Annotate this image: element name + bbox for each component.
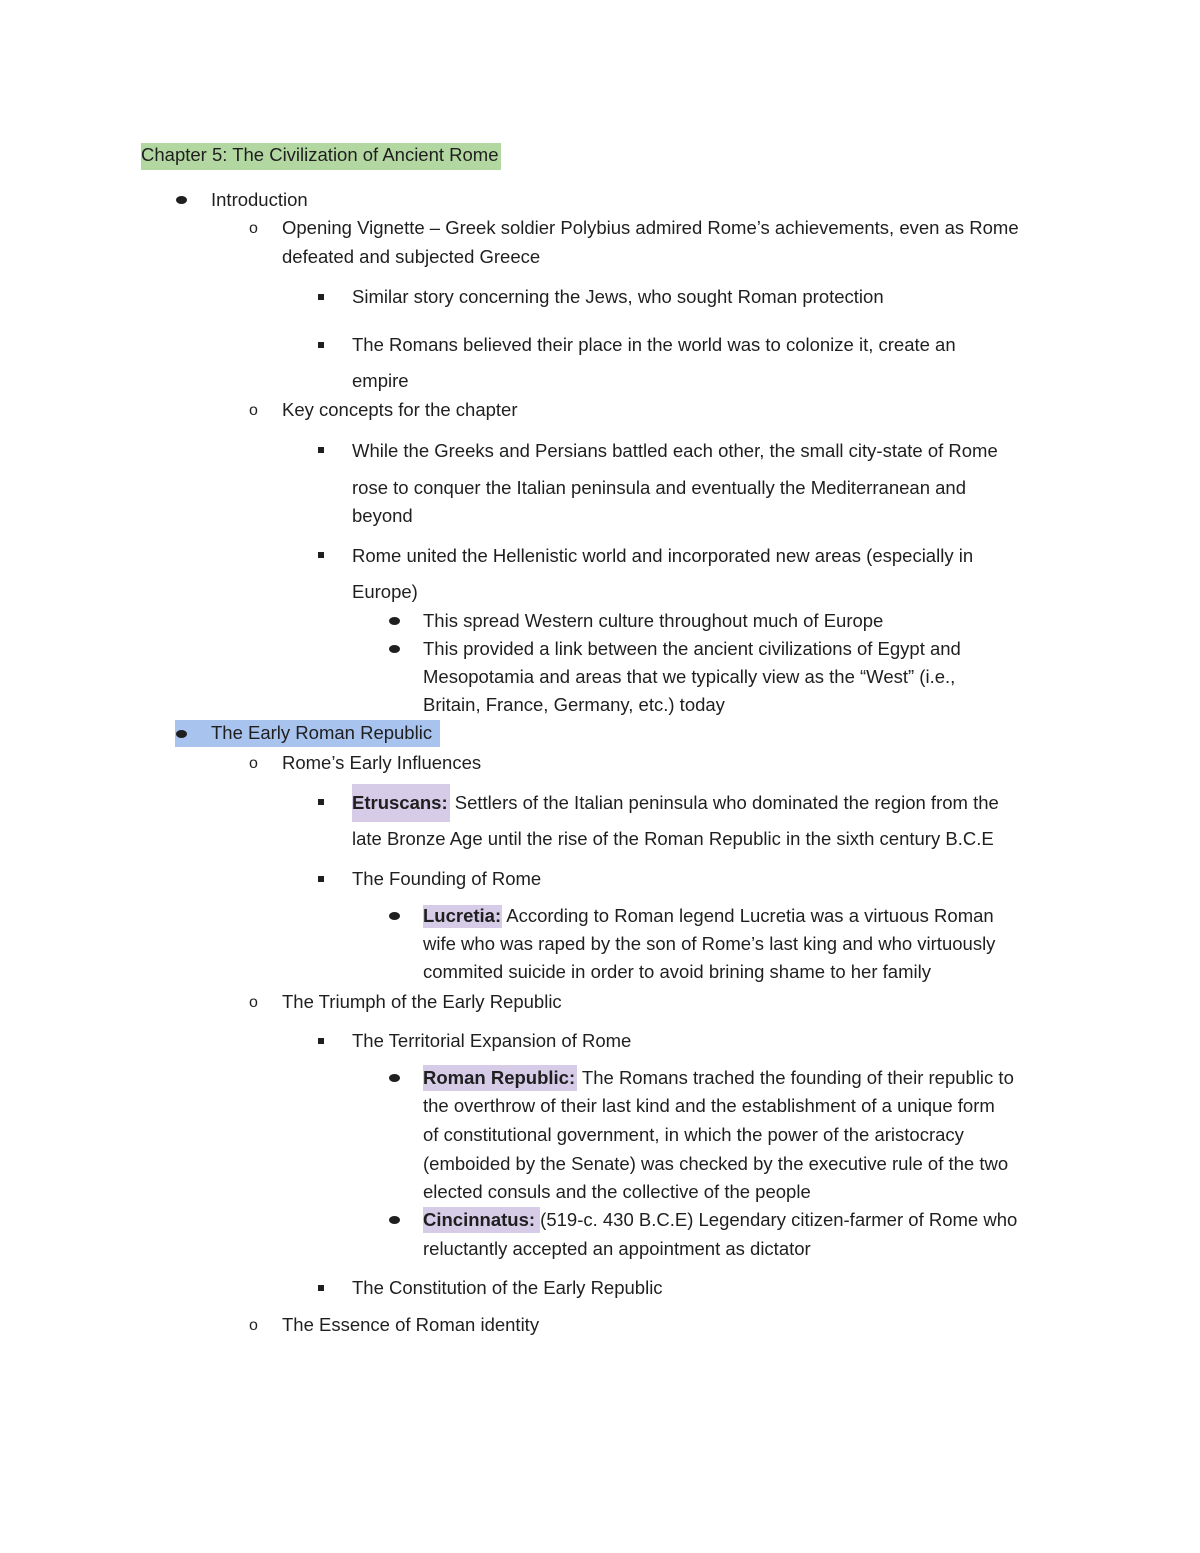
jews-item: Similar story concerning the Jews, who sought Roman protection: [352, 286, 884, 307]
cincinnatus-definition: (519-c. 430 B.C.E) Legendary citizen-farmer of Rome who: [540, 1209, 1018, 1230]
lucretia-line-2: wife who was raped by the son of Rome’s last king and who virtuously: [423, 933, 996, 954]
roman-republic-line-1: [423, 1066, 1014, 1090]
founding-of-rome: The Founding of Rome: [352, 868, 542, 889]
link-line-3: Britain, France, Germany, etc.) today: [423, 694, 725, 715]
cincinnatus-line-1: [423, 1208, 1017, 1232]
etruscans-term: Etruscans:: [352, 784, 450, 822]
united-line-2: Europe): [352, 581, 418, 602]
section-early-republic: The Early Roman Republic: [211, 722, 433, 743]
bullet-icon: [176, 196, 187, 204]
lucretia-line-3: commited suicide in order to avoid brining shame to her family: [423, 961, 931, 982]
bullet-icon: [176, 730, 187, 738]
roman-republic-line-4: (emboided by the Senate) was checked by the executive rule of the two: [423, 1153, 1009, 1174]
greeks-line-2: rose to conquer the Italian peninsula and eventually the Mediterranean and: [352, 477, 967, 498]
bullet-icon: [389, 912, 400, 920]
square-bullet-icon: [318, 1038, 324, 1044]
cincinnatus-line-2: reluctantly accepted an appointment as dictator: [423, 1238, 811, 1259]
constitution-item: The Constitution of the Early Republic: [352, 1277, 663, 1298]
roman-republic-term: Roman Republic:: [423, 1065, 577, 1091]
lucretia-line-1: [423, 904, 994, 928]
romans-line-2: empire: [352, 370, 409, 391]
united-line-1: Rome united the Hellenistic world and incorporated new areas (especially in: [352, 545, 974, 566]
greeks-line-1: While the Greeks and Persians battled each other, the small city-state of Rome: [352, 440, 998, 461]
bullet-icon: [389, 645, 400, 653]
circle-bullet-icon: o: [249, 994, 258, 1011]
greeks-line-3: beyond: [352, 505, 413, 526]
square-bullet-icon: [318, 1285, 324, 1291]
territorial-expansion: The Territorial Expansion of Rome: [352, 1030, 632, 1051]
link-line-1: This provided a link between the ancient civilizations of Egypt and: [423, 638, 961, 659]
spread-item: This spread Western culture throughout much of Europe: [423, 610, 884, 631]
roman-republic-line-3: of constitutional government, in which the power of the aristocracy: [423, 1124, 964, 1145]
key-concepts-heading: Key concepts for the chapter: [282, 399, 518, 420]
roman-republic-line-5: elected consuls and the collective of the people: [423, 1181, 811, 1202]
square-bullet-icon: [318, 447, 324, 453]
cincinnatus-term: Cincinnatus:: [423, 1207, 540, 1233]
triumph-heading: The Triumph of the Early Republic: [282, 991, 562, 1012]
essence-heading: The Essence of Roman identity: [282, 1314, 540, 1335]
square-bullet-icon: [318, 876, 324, 882]
section-introduction: Introduction: [211, 189, 308, 210]
circle-bullet-icon: o: [249, 1317, 258, 1334]
bullet-icon: [389, 1074, 400, 1082]
square-bullet-icon: [318, 342, 324, 348]
circle-bullet-icon: o: [249, 402, 258, 419]
bullet-icon: [389, 1216, 400, 1224]
romans-line-1: The Romans believed their place in the world was to colonize it, create an: [352, 334, 956, 355]
circle-bullet-icon: o: [249, 220, 258, 237]
vignette-line-1: Opening Vignette – Greek soldier Polybius admired Rome’s achievements, even as Rome: [282, 217, 1019, 238]
bullet-icon: [389, 617, 400, 625]
roman-republic-definition: The Romans trached the founding of their republic to: [577, 1067, 1014, 1088]
etruscans-line-2: late Bronze Age until the rise of the Roman Republic in the sixth century B.C.E: [352, 828, 994, 849]
circle-bullet-icon: o: [249, 755, 258, 772]
lucretia-definition: According to Roman legend Lucretia was a virtuous Roman: [502, 905, 994, 926]
etruscans-definition: Settlers of the Italian peninsula who dominated the region from the: [449, 792, 999, 813]
square-bullet-icon: [318, 799, 324, 805]
vignette-line-2: defeated and subjected Greece: [282, 246, 541, 267]
square-bullet-icon: [318, 294, 324, 300]
lucretia-term: Lucretia:: [423, 905, 502, 926]
roman-republic-line-2: the overthrow of their last kind and the establishment of a unique form: [423, 1095, 995, 1116]
page-title: Chapter 5: The Civilization of Ancient Rome: [141, 143, 501, 170]
early-influences-heading: Rome’s Early Influences: [282, 752, 482, 773]
link-line-2: Mesopotamia and areas that we typically view as the “West” (i.e.,: [423, 666, 956, 687]
square-bullet-icon: [318, 552, 324, 558]
etruscans-line-1: [352, 791, 999, 815]
